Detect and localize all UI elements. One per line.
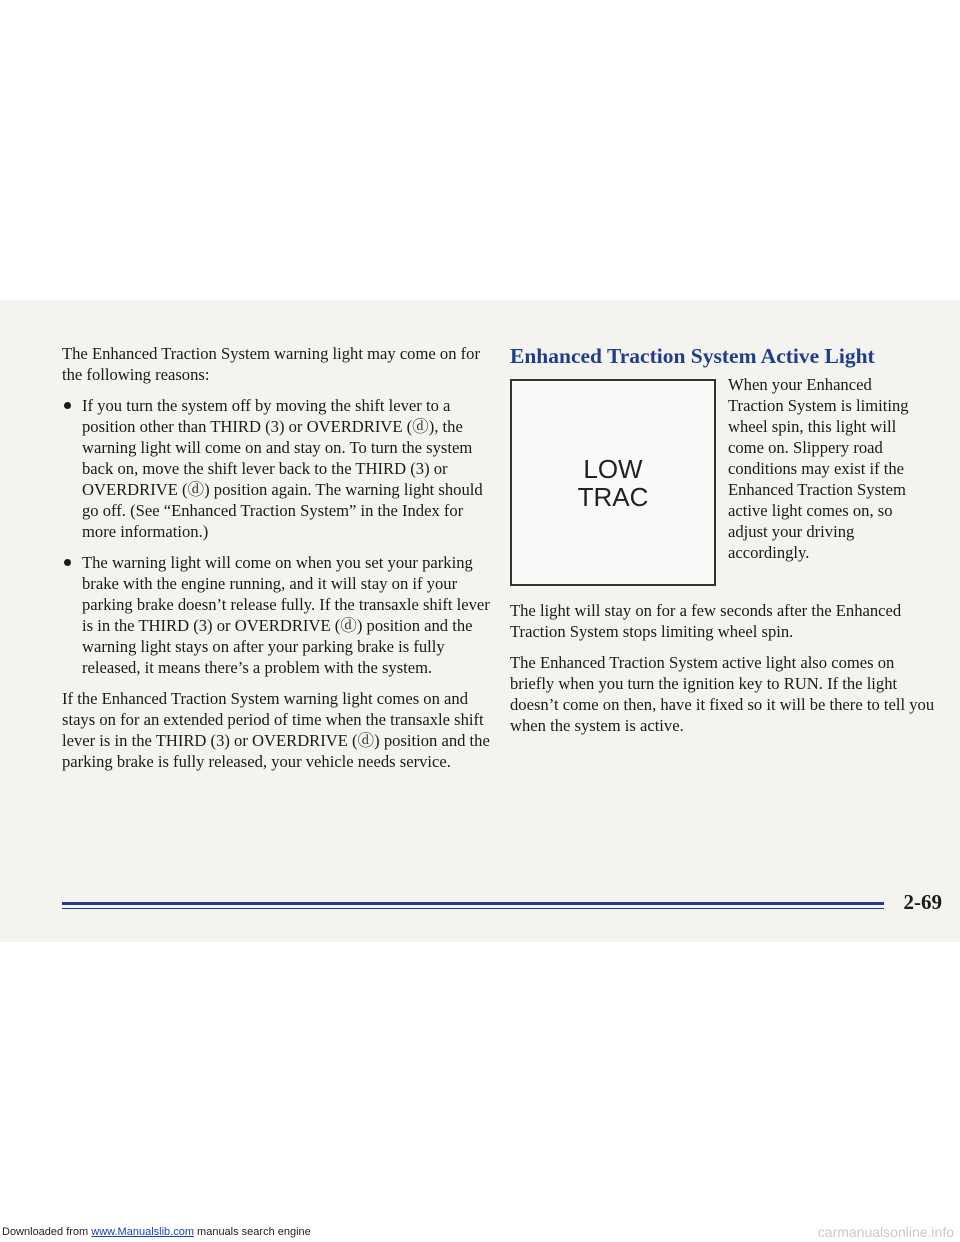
footer-rule-thin (62, 908, 884, 909)
section-title: Enhanced Traction System Active Light (510, 344, 875, 368)
ignition-paragraph: The Enhanced Traction System active light also comes on briefly when you turn the ignition key to RUN. If the light doesn’t come on then, have it fixed so it will be there to tell you when the system is active. (510, 653, 935, 735)
list-item-text: If you turn the system off by moving the shift lever to a position other than THIRD (3) or OVERDRIVE (ⓓ), the warning light will come on and stay on. To turn the system back on, move the shift lever back to the THIRD (3) or OVERDRIVE (ⓓ) position again. The warning light should go off. (See “Enhanced Traction System” in the Index for more information.) (82, 396, 483, 541)
closing-paragraph: If the Enhanced Traction System warning light comes on and stays on for an extended period of time when the transaxle shift lever is in the THIRD (3) or OVERDRIVE (ⓓ) position and the parking brake is fully released, your vehicle needs service. (62, 689, 490, 771)
manualslib-link[interactable]: www.Manualslib.com (91, 1226, 194, 1238)
list-item-text: The warning light will come on when you set your parking brake with the engine running, and it will stay on if your parking brake doesn’t release fully. If the transaxle shift lever is in the THIRD (3) or OVERDRIVE (ⓓ) position and the warning light stays on after your parking brake is fully released, it means there’s a problem with the system. (82, 553, 490, 677)
footer-rule (62, 902, 884, 905)
low-trac-indicator-icon (510, 379, 716, 586)
bullet-icon (64, 402, 71, 409)
watermark: carmanualsonline.info (817, 1224, 954, 1240)
page-number: 2-69 (903, 890, 942, 914)
list-item (62, 552, 492, 678)
reasons-list (62, 395, 492, 678)
left-column (62, 343, 492, 782)
indicator-row (510, 375, 940, 586)
list-item (62, 395, 492, 542)
indicator-description: When your Enhanced Traction System is limiting wheel spin, this light will come on. Slippery road conditions may exist if the Enhanced Traction System active light comes on, so adjust your driving accordingly. (728, 375, 909, 562)
footer-prefix: Downloaded from (2, 1226, 92, 1238)
indicator-line-1: LOW (583, 453, 643, 484)
stay-on-paragraph: The light will stay on for a few seconds after the Enhanced Traction System stops limiting wheel spin. (510, 601, 902, 641)
bullet-icon (64, 559, 71, 566)
intro-paragraph: The Enhanced Traction System warning light may come on for the following reasons: (62, 344, 480, 384)
right-column (510, 343, 940, 746)
indicator-line-2: TRAC (577, 481, 649, 512)
download-footer (2, 1226, 311, 1238)
footer-suffix: manuals search engine (193, 1226, 311, 1238)
